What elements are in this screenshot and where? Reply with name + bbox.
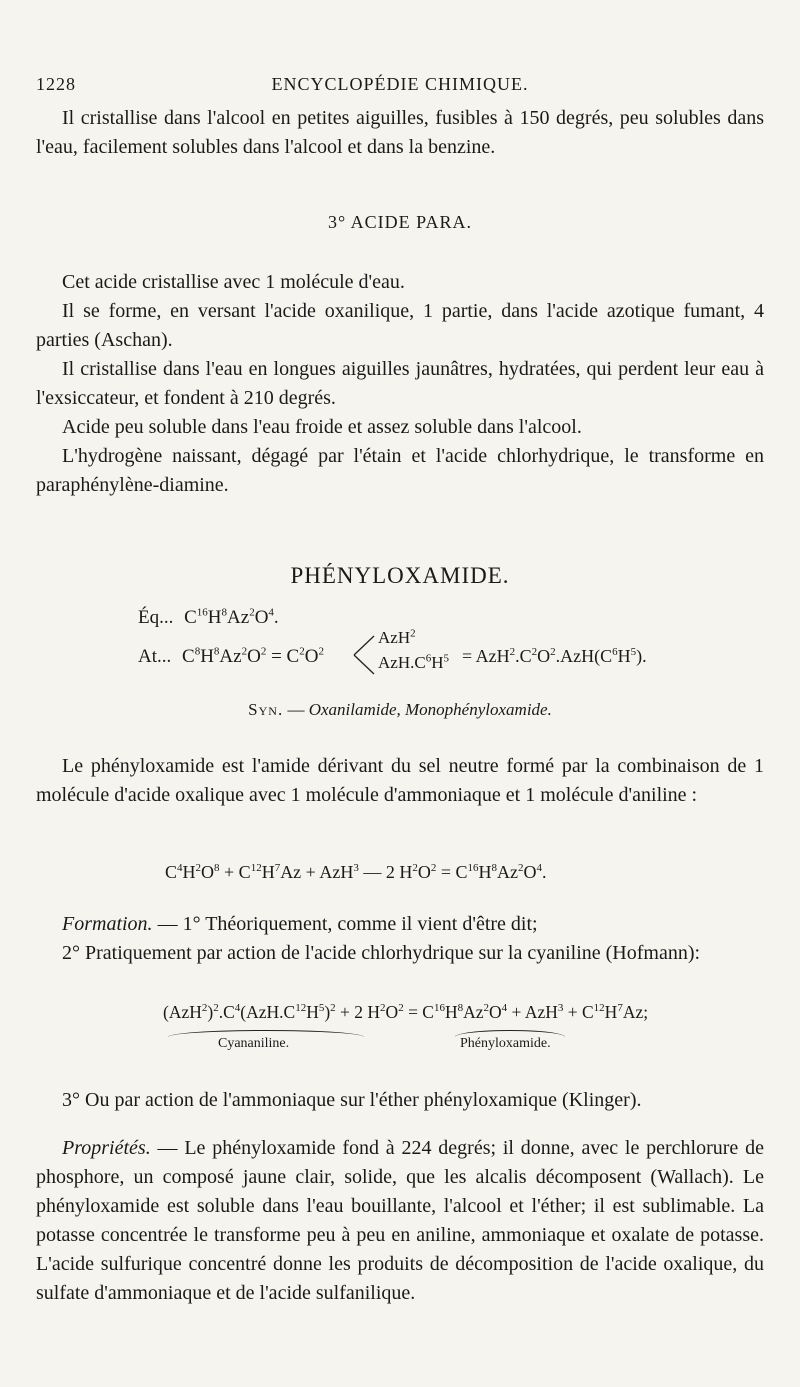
phenyloxamide-intro bbox=[36, 752, 764, 810]
eq-formula bbox=[138, 607, 279, 629]
formation-label: Formation. bbox=[62, 913, 153, 935]
synonyms-line: Syn. — Oxanilamide, Monophényloxamide. bbox=[248, 700, 552, 719]
section-title-para: 3° ACIDE PARA. bbox=[327, 212, 473, 232]
formation-3-block bbox=[36, 1086, 764, 1115]
syn-label: Syn. bbox=[248, 700, 284, 719]
branch-bottom: $AzH.C^6H^5$ bbox=[378, 652, 449, 672]
phenyloxamide-heading: PHÉNYLOXAMIDE. bbox=[290, 563, 510, 588]
formation-line-2: 2° Pratiquement par action de l'acide chlorhydrique sur la cyaniline (Hofmann): bbox=[62, 942, 701, 964]
formation-line-1 bbox=[36, 910, 764, 939]
syn-text: Oxanilamide, Monophényloxamide. bbox=[308, 700, 552, 719]
para-p5: L'hydrogène naissant, dégagé par l'étain et l'acide chlorhydrique, le transforme en paraphénylène-diamine. bbox=[36, 445, 764, 496]
running-header bbox=[36, 70, 764, 100]
combination-equation: $C^4H^2O^8 + C^{12}H^7Az + AzH^3$ — 2 $H^2O^2 = C^{16}H^8Az^2O^4$. bbox=[165, 862, 547, 882]
at-value-right: = $AzH^2.C^2O^2.AzH(C^6H^5)$. bbox=[462, 646, 647, 666]
para-p1: Cet acide cristallise avec 1 molécule d'eau. bbox=[62, 271, 405, 293]
branch-lines bbox=[352, 632, 378, 678]
para-p4: Acide peu soluble dans l'eau froide et assez soluble dans l'alcool. bbox=[62, 416, 582, 438]
hofmann-equation: $(AzH^2)^2.C^4(AzH.C^{12}H^5)^2 + 2$ $H^2O^2 = C^{16}H^8Az^2O^4 + AzH^3 + C^{12}H^7Az$; bbox=[163, 1002, 649, 1022]
proprietes-text: — Le phényloxamide fond à 224 degrés; il donne, avec le perchlorure de phosphore, un composé jaune clair, solide, que les alcalis décomposent (Wallach). Le phényloxamide est soluble dans l'eau bouillante, l'alcool et l'éther; il est sublimable. La potasse concentrée le transforme peu à peu en aniline, ammoniaque et oxalate de potasse. L'acide sulfurique concentré donne les produits de décomposition de l'acide oxalique, du sulfate d'ammoniaque et de l'acide sulfanilique. bbox=[36, 1137, 764, 1304]
label-cyananiline: Cyananiline. bbox=[218, 1036, 290, 1051]
branch-top: AzH$^2$ bbox=[378, 627, 416, 647]
proprietes-block bbox=[36, 1134, 764, 1308]
formation-1-text: — 1° Théoriquement, comme il vient d'être dit; bbox=[157, 913, 538, 935]
para-p3: Il cristallise dans l'eau en longues aiguilles jaunâtres, hydratées, qui perdent leur eau à l'exsiccateur, et fondent à 210 degrés. bbox=[36, 358, 764, 409]
formation-block bbox=[36, 910, 764, 968]
running-title: ENCYCLOPÉDIE CHIMIQUE. bbox=[271, 74, 529, 94]
para-p2: Il se forme, en versant l'acide oxanilique, 1 partie, dans l'acide azotique fumant, 4 parties (Aschan). bbox=[36, 300, 764, 351]
page-number: 1228 bbox=[36, 74, 76, 94]
at-label: At... bbox=[138, 646, 172, 667]
intro-text: Il cristallise dans l'alcool en petites aiguilles, fusibles à 150 degrés, peu solubles dans l'eau, facilement solubles dans l'alcool et dans la benzine. bbox=[36, 107, 764, 158]
at-value-left: $C^8H^8Az^2O^2 = C^2O^2$ bbox=[182, 645, 324, 667]
eq-value: $C^{16}H^8Az^2O^4$. bbox=[184, 606, 279, 628]
intro-paragraph bbox=[36, 104, 764, 162]
proprietes-label: Propriétés. bbox=[62, 1137, 151, 1159]
label-phenyloxamide: Phényloxamide. bbox=[460, 1036, 551, 1051]
proprietes-paragraph bbox=[36, 1134, 764, 1308]
para-section-body bbox=[36, 268, 764, 500]
at-formula bbox=[138, 646, 324, 668]
formation-line-3: 3° Ou par action de l'ammoniaque sur l'éther phényloxamique (Klinger). bbox=[62, 1089, 642, 1111]
eq-label: Éq... bbox=[138, 607, 174, 628]
phenyloxamide-p1: Le phényloxamide est l'amide dérivant du sel neutre formé par la combinaison de 1 molécule d'acide oxalique avec 1 molécule d'ammoniaque et 1 molécule d'aniline : bbox=[36, 755, 764, 806]
